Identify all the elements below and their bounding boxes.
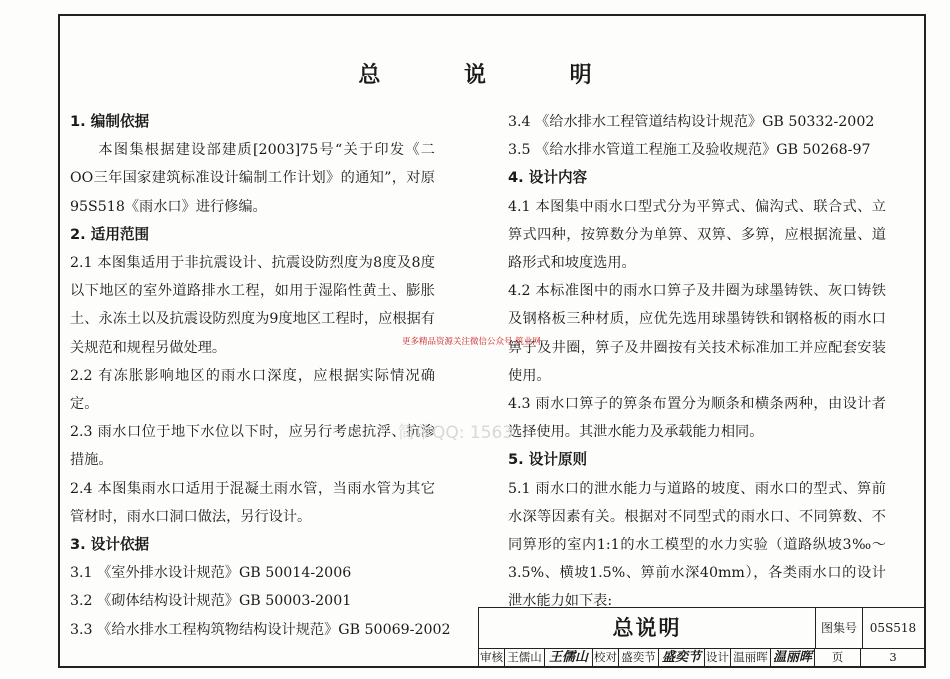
page-title: 总 说 明 (358, 63, 630, 88)
paragraph: 2.2 有冻胀影响地区的雨水口深度，应根据实际情况确定。 (70, 367, 435, 413)
checker-name: 盛奕节 (619, 648, 659, 667)
paragraph: 2.1 本图集适用于非抗震设计、抗震设防烈度为8度及8度以下地区的室外道路排水工程，如用于湿陷性黄土、膨胀土、永冻土以及抗震设防烈度为9度地区工程时，应根据有关规范和规程另做处理。 (70, 255, 435, 356)
section-heading: 3. 设计依据 (70, 536, 150, 554)
designer-signature: 温丽晖 (771, 648, 815, 667)
page-number: 3 (889, 650, 897, 664)
drawing-name: 总说明 (612, 616, 682, 640)
paragraph: 2.4 本图集雨水口适用于混凝土雨水管，当雨水管为其它管材时，雨水口洞口做法，另行设计。 (70, 480, 435, 525)
paragraph: 4.1 本图集中雨水口型式分为平箅式、偏沟式、联合式、立箅式四种，按箅数分为单箅、双箅、多箅，应根据流量、道路形式和坡度选用。 (508, 198, 886, 272)
atlas-label: 图集号 (815, 608, 863, 648)
section-heading: 2. 适用范围 (70, 225, 150, 243)
section-heading: 1. 编制依据 (70, 113, 150, 130)
title-block-top-row (479, 608, 925, 649)
designer-name: 温丽晖 (731, 648, 771, 667)
atlas-number: 05S518 (869, 621, 917, 635)
watermark-faint: 简单QQ: 1563 (398, 423, 514, 443)
reviewer-name: 王儒山 (505, 648, 545, 667)
check-label: 校对 (593, 648, 619, 667)
design-label: 设计 (705, 648, 731, 667)
checker-signature: 盛奕节 (659, 648, 705, 667)
section-heading: 4. 设计内容 (508, 169, 588, 187)
reviewer-signature: 王儒山 (545, 648, 593, 667)
reference-item: 3.2 《砌体结构设计规范》GB 50003-2001 (70, 593, 352, 610)
watermark-text: 更多精品资源关注微信公众号 筑业网 (402, 337, 541, 347)
review-label: 审核 (479, 648, 505, 667)
paragraph: 4.3 雨水口箅子的箅条布置分为顺条和横条两种，由设计者选择使用。其泄水能力及承载能力相同。 (508, 396, 886, 441)
section-heading: 5. 设计原则 (508, 451, 588, 469)
page-label: 页 (815, 648, 861, 667)
reference-item: 3.4 《给水排水工程管道结构设计规范》GB 50332-2002 (508, 114, 875, 130)
title-block (478, 607, 926, 668)
reference-item: 3.1 《室外排水设计规范》GB 50014-2006 (70, 565, 352, 582)
title-block-signature-row (479, 648, 925, 667)
reference-item: 3.5 《给水排水管道工程施工及验收规范》GB 50268-97 (508, 142, 871, 159)
paragraph: 2.3 雨水口位于地下水位以下时，应另行考虑抗浮、抗渗措施。 (70, 424, 435, 469)
left-column (70, 108, 451, 644)
right-column (508, 108, 886, 616)
paragraph: 4.2 本标准图中的雨水口箅子及井圈为球墨铸铁、灰口铸铁及钢格板三种材质，应优先选用球墨铸铁和钢格板的雨水口箅子及井圈，箅子及井圈按有关技术标准加工并应配套安装使用。 (508, 283, 886, 384)
reference-item: 3.3 《给水排水工程构筑物结构设计规范》GB 50069-2002 (70, 621, 451, 638)
paragraph: 5.1 雨水口的泄水能力与道路的坡度、雨水口的型式、箅前水深等因素有关。根据对不同型式的雨水口、不同箅数、不同箅形的室内1:1的水工模型的水力实验（道路纵坡3‰～3.5%、横坡1.5%、箅前水深40mm），各类雨水口的设计泄水能力如下表: (508, 480, 886, 610)
paragraph: 本图集根据建设部建质[2003]75号“关于印发《二OO三年国家建筑标准设计编制工作计划》的通知”，对原95S518《雨水口》进行修编。 (70, 142, 435, 215)
